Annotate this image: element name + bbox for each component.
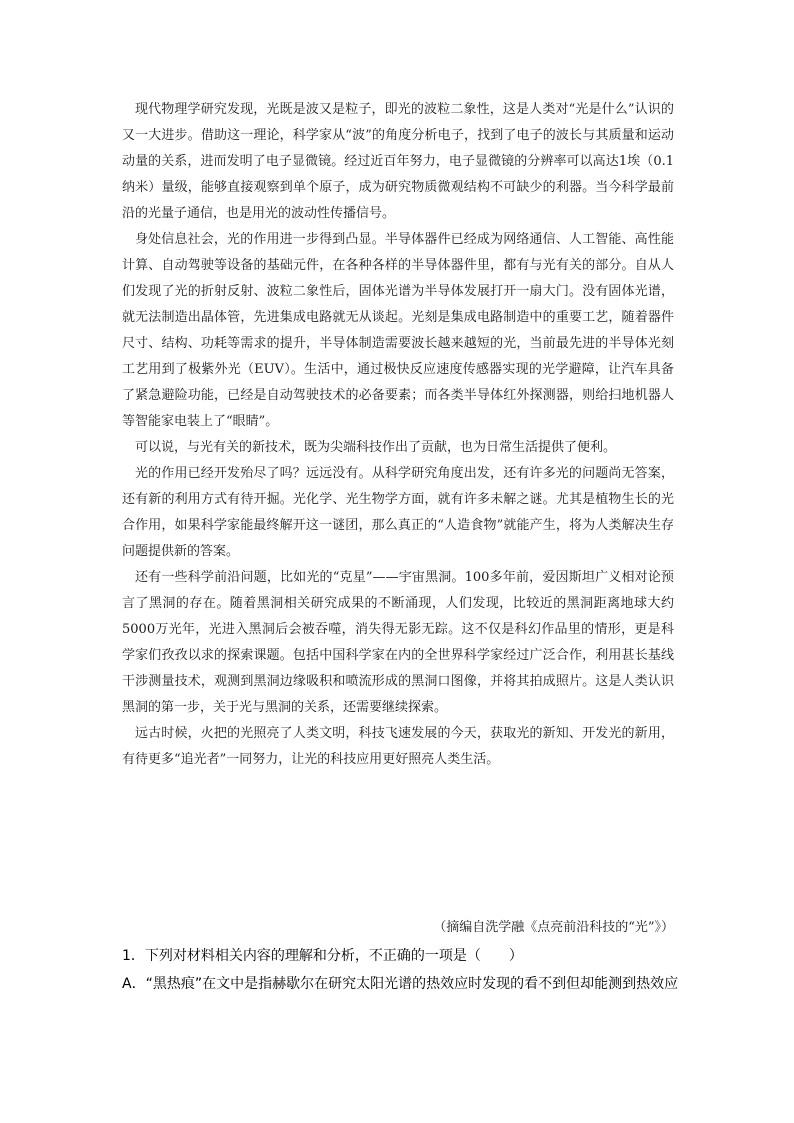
paragraph-5: 还有一些科学前沿问题，比如光的“克星”——宇宙黑洞。100多年前，爱因斯坦广义相对论预言了黑洞的存在。随着黑洞相关研究成果的不断涌现，人们发现，比较近的黑洞距离地球大约5000万光年，光进入黑洞后会被吞噬，消失得无影无踪。这不仅是科幻作品里的情形，更是科学家们孜孜以求的探索课题。包括中国科学家在内的全世界科学家经过广泛合作，利用甚长基线干涉测量技术，观测到黑洞边缘吸积和喷流形成的黑洞口图像，并将其拍成照片。这是人类认识黑洞的第一步，关于光与黑洞的关系，还需要继续探索。 [122,570,674,715]
source-citation: （摘编自洗学融《点亮前沿科技的“光”》） [433,920,674,935]
question-1 [122,942,682,998]
paragraph-6: 远古时候，火把的光照亮了人类文明，科技飞速发展的今天，获取光的新知、开发光的新用，有待更多“追光者”一同努力，让光的科技应用更好照亮人类生活。 [122,726,674,767]
question-stem: 1．下列对材料相关内容的理解和分析，不正确的一项是（ ） [122,948,523,964]
paragraph-1: 现代物理学研究发现，光既是波又是粒子，即光的波粒二象性，这是人类对“光是什么”认识的又一大进步。借助这一理论，科学家从“波”的角度分析电子，找到了电子的波长与其质量和运动动量的关系，进而发明了电子显微镜。经过近百年努力，电子显微镜的分辨率可以高达1埃（0.1纳米）量级，能够直接观察到单个原子，成为研究物质微观结构不可缺少的利器。当今科学最前沿的光量子通信，也是用光的波动性传播信号。 [122,102,674,221]
reading-passage [122,97,674,773]
paragraph-3: 可以说，与光有关的新技术，既为尖端科技作出了贡献，也为日常生活提供了便利。 [135,440,617,455]
option-a: A．“黑热痕”在文中是指赫歇尔在研究太阳光谱的热效应时发现的看不到但却能测到热效应 [122,976,679,992]
paragraph-2: 身处信息社会，光的作用进一步得到凸显。半导体器件已经成为网络通信、人工智能、高性能计算、自动驾驶等设备的基础元件，在各种各样的半导体器件里，都有与光有关的部分。自从人们发现了光的折射反射、波粒二象性后，固体光谱为半导体发展打开一扇大门。没有固体光谱，就无法制造出晶体管，先进集成电路就无从谈起。光刻是集成电路制造中的重要工艺，随着器件尺寸、结构、功耗等需求的提升，半导体制造需要波长越来越短的光，当前最先进的半导体光刻工艺用到了极紫外光（EUV）。生活中，通过极快反应速度传感器实现的光学避障，让汽车具备了紧急避险功能，已经是自动驾驶技术的必备要素；而各类半导体红外探测器，则给扫地机器人等智能家电装上了“眼睛”。 [122,232,674,429]
paragraph-4: 光的作用已经开发殆尽了吗？远远没有。从科学研究角度出发，还有许多光的问题尚无答案，还有新的利用方式有待开掘。光化学、光生物学方面，就有许多未解之谜。尤其是植物生长的光合作用，如果科学家能最终解开这一谜团，那么真正的“人造食物”就能产生，将为人类解决生存问题提供新的答案。 [122,466,674,559]
